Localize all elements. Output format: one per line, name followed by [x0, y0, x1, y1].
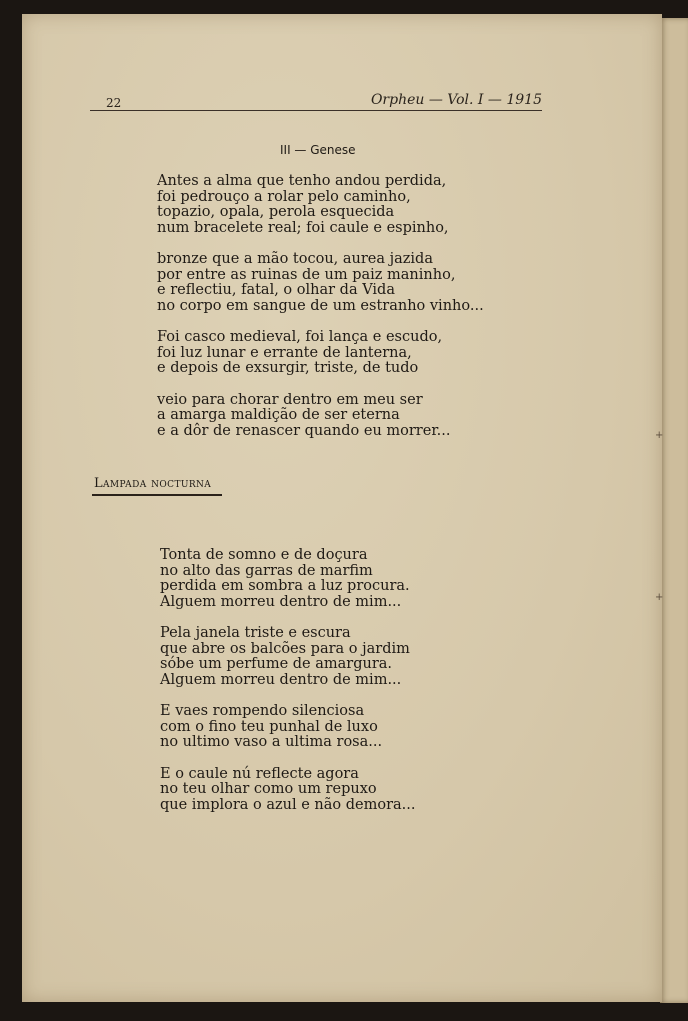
- verse-line: a amarga maldição de ser eterna: [157, 407, 400, 423]
- margin-mark: +: [655, 592, 664, 603]
- verse-line: Antes a alma que tenho andou perdida,: [157, 173, 447, 189]
- page-header: [90, 92, 542, 112]
- section-title: III — Genese: [280, 143, 356, 157]
- stanza: [160, 704, 416, 751]
- header-rule: [90, 110, 542, 111]
- verse-line: veio para chorar dentro em meu ser: [157, 391, 423, 408]
- stanza: [160, 767, 416, 814]
- verse-line: Pela janela triste e escura: [160, 625, 351, 641]
- verse-line: E o caule nú reflecte agora: [160, 765, 359, 782]
- verse-line: Alguem morreu dentro de mim...: [160, 671, 402, 688]
- verse-line: e reflectiu, fatal, o olhar da Vida: [157, 282, 395, 298]
- stanza: [157, 252, 484, 314]
- running-head: Orpheu — Vol. I — 1915: [370, 92, 542, 108]
- facing-page-edge: [660, 18, 688, 1003]
- verse-line: no ultimo vaso a ultima rosa...: [160, 734, 383, 750]
- stanza: [157, 393, 484, 440]
- verse-line: no corpo em sangue de um estranho vinho...: [157, 297, 484, 314]
- verse-line: E vaes rompendo silenciosa: [160, 703, 365, 719]
- book-page: [22, 14, 662, 1002]
- stanza: [160, 626, 416, 688]
- verse-line: que abre os balcões para o jardim: [160, 640, 410, 657]
- verse-line: no teu olhar como um repuxo: [160, 781, 377, 797]
- page-number: 22: [106, 96, 122, 110]
- verse-line: foi luz lunar e errante de lanterna,: [157, 344, 412, 361]
- verse-line: que implora o azul e não demora...: [160, 796, 416, 813]
- margin-mark: +: [655, 430, 664, 441]
- verse-line: por entre as ruinas de um paiz maninho,: [157, 266, 456, 283]
- verse-line: perdida em sombra a luz procura.: [160, 578, 410, 594]
- verse-line: no alto das garras de marfim: [160, 562, 373, 579]
- verse-line: num bracelete real; foi caule e espinho,: [157, 219, 449, 236]
- verse-line: foi pedrouço a rolar pelo caminho,: [157, 188, 411, 205]
- poem-title-lampada-nocturna: [94, 476, 211, 491]
- verse-line: Alguem morreu dentro de mim...: [160, 593, 402, 610]
- verse-line: bronze que a mão tocou, aurea jazida: [157, 251, 433, 267]
- verse-line: topazio, opala, perola esquecida: [157, 204, 395, 220]
- verse-line: Tonta de somno e de doçura: [160, 547, 368, 563]
- stanza: [157, 330, 484, 377]
- poem-title-text: Lampada nocturna: [94, 476, 212, 491]
- verse-line: e depois de exsurgir, triste, de tudo: [157, 360, 419, 376]
- poem-title-rule: [92, 494, 222, 496]
- verse-line: Foi casco medieval, foi lança e escudo,: [157, 329, 443, 345]
- verse-line: sóbe um perfume de amargura.: [160, 656, 393, 672]
- poem-genese: [157, 174, 484, 455]
- verse-line: com o fino teu punhal de luxo: [160, 718, 378, 735]
- poem-lampada-nocturna: [160, 548, 416, 829]
- stanza: [157, 174, 484, 236]
- verse-line: e a dôr de renascer quando eu morrer...: [157, 422, 451, 439]
- stanza: [160, 548, 416, 610]
